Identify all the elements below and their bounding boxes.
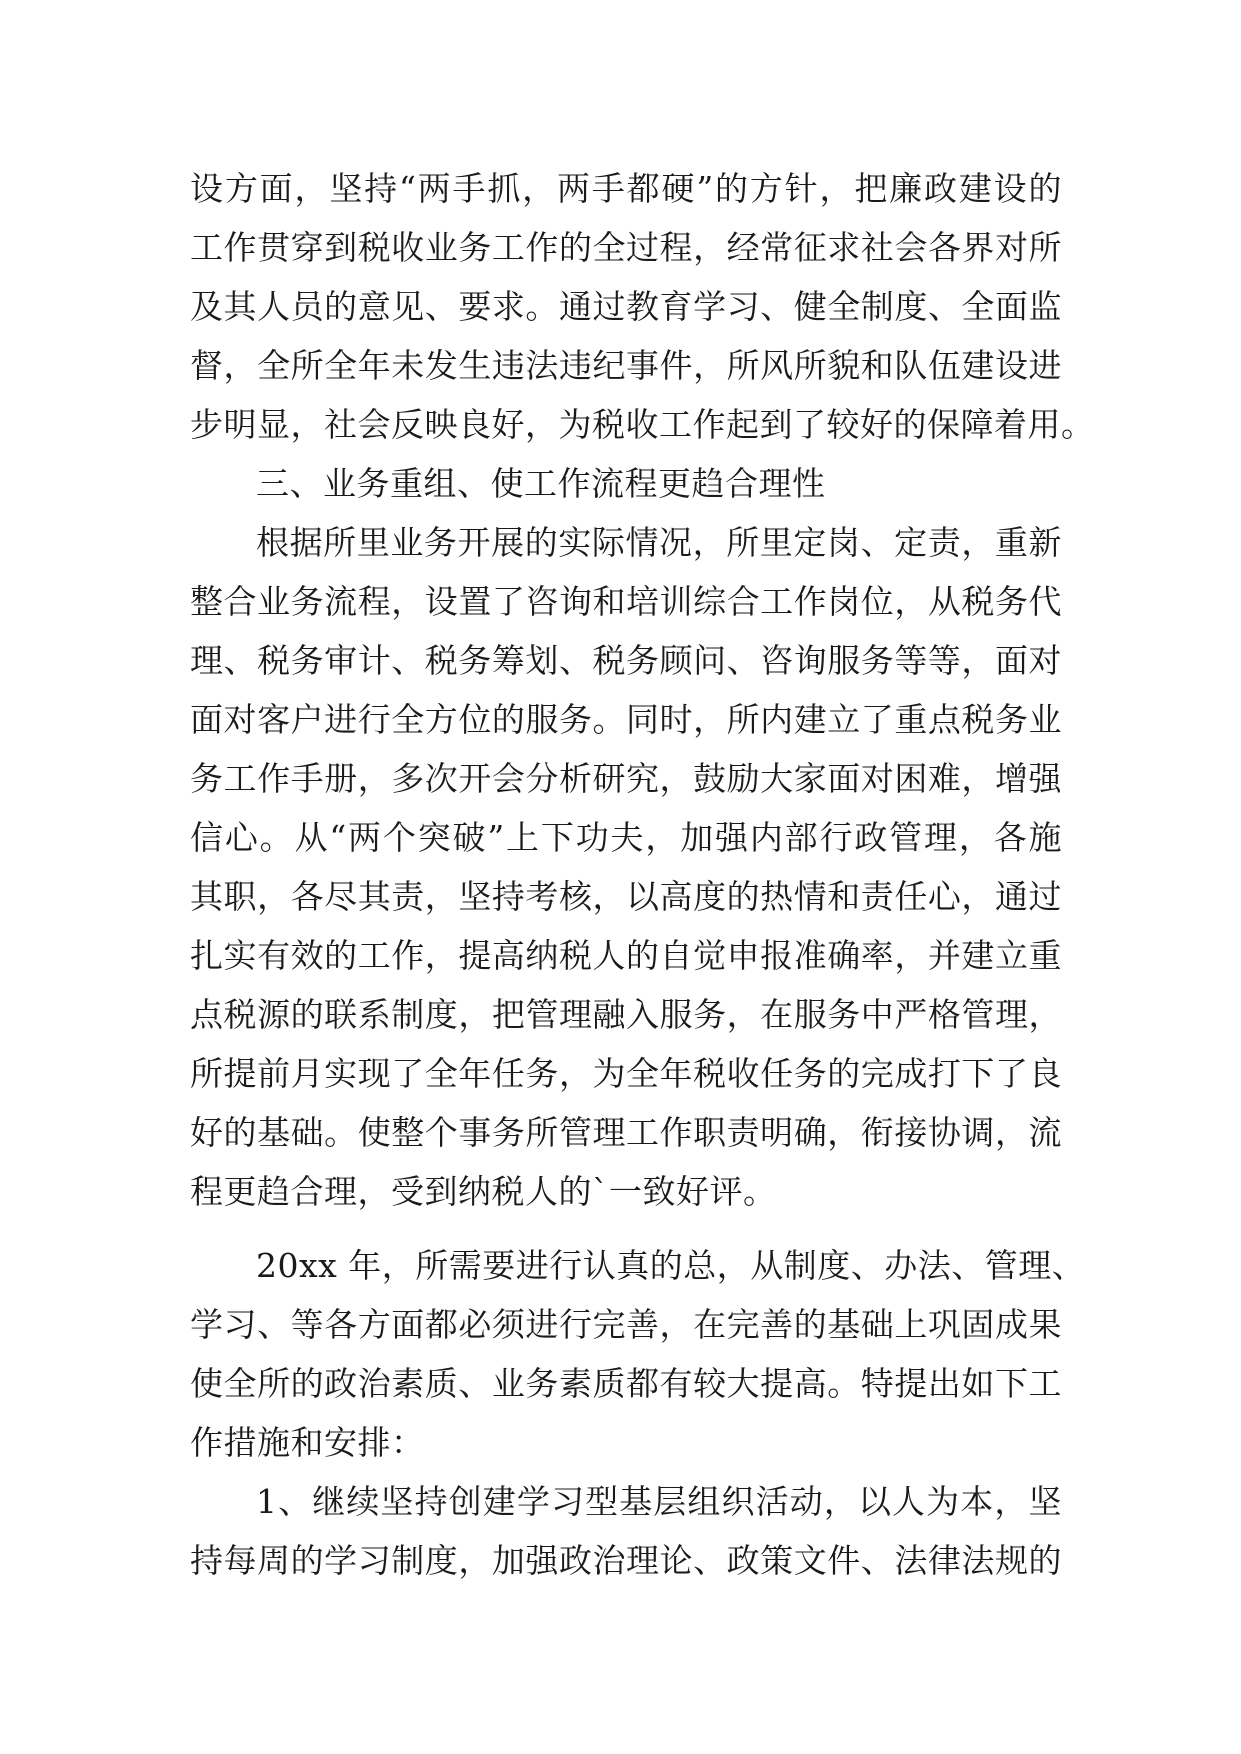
text-line: 步明显，社会反映良好，为税收工作起到了较好的保障着用。 xyxy=(190,405,1095,444)
text-line: 点税源的联系制度，把管理融入服务，在服务中严格管理， xyxy=(190,995,1062,1034)
text-line: 20xx 年，所需要进行认真的总，从制度、办法、管理、 xyxy=(256,1246,1086,1285)
text-line: 及其人员的意见、要求。通过教育学习、健全制度、全面监 xyxy=(190,287,1062,326)
text-line: 信心。从“两个突破”上下功夫，加强内部行政管理，各施 xyxy=(190,818,1062,857)
text-line: 作措施和安排： xyxy=(190,1423,425,1462)
text-line: 使全所的政治素质、业务素质都有较大提高。特提出如下工 xyxy=(190,1364,1062,1403)
document-body xyxy=(190,159,1095,1590)
text-line: 持每周的学习制度，加强政治理论、政策文件、法律法规的 xyxy=(190,1541,1062,1580)
text-line: 面对客户进行全方位的服务。同时，所内建立了重点税务业 xyxy=(190,700,1062,739)
text-line: 务工作手册，多次开会分析研究，鼓励大家面对困难，增强 xyxy=(190,759,1062,798)
paragraph-gap xyxy=(190,1221,1062,1236)
text-line: 设方面，坚持“两手抓，两手都硬”的方针，把廉政建设的 xyxy=(190,169,1062,208)
text-line: 理、税务审计、税务筹划、税务顾问、咨询服务等等，面对 xyxy=(190,641,1062,680)
text-line: 学习、等各方面都必须进行完善，在完善的基础上巩固成果 xyxy=(190,1305,1062,1344)
text-line: 其职，各尽其责，坚持考核，以高度的热情和责任心，通过 xyxy=(190,877,1062,916)
text-line: 整合业务流程，设置了咨询和培训综合工作岗位，从税务代 xyxy=(190,582,1062,621)
text-line: 根据所里业务开展的实际情况，所里定岗、定责，重新 xyxy=(256,523,1062,562)
text-line: 好的基础。使整个事务所管理工作职责明确，衔接协调，流 xyxy=(190,1113,1062,1152)
text-line: 扎实有效的工作，提高纳税人的自觉申报准确率，并建立重 xyxy=(190,936,1062,975)
list-item-1: 1、继续坚持创建学习型基层组织活动，以人为本，坚 xyxy=(256,1482,1062,1521)
text-line: 所提前月实现了全年任务，为全年税收任务的完成打下了良 xyxy=(190,1054,1062,1093)
text-line: 工作贯穿到税收业务工作的全过程，经常征求社会各界对所 xyxy=(190,228,1062,267)
section-heading: 三、业务重组、使工作流程更趋合理性 xyxy=(256,464,826,503)
text-line: 程更趋合理，受到纳税人的`一致好评。 xyxy=(190,1172,777,1211)
text-line: 督，全所全年未发生违法违纪事件，所风所貌和队伍建设进 xyxy=(190,346,1062,385)
